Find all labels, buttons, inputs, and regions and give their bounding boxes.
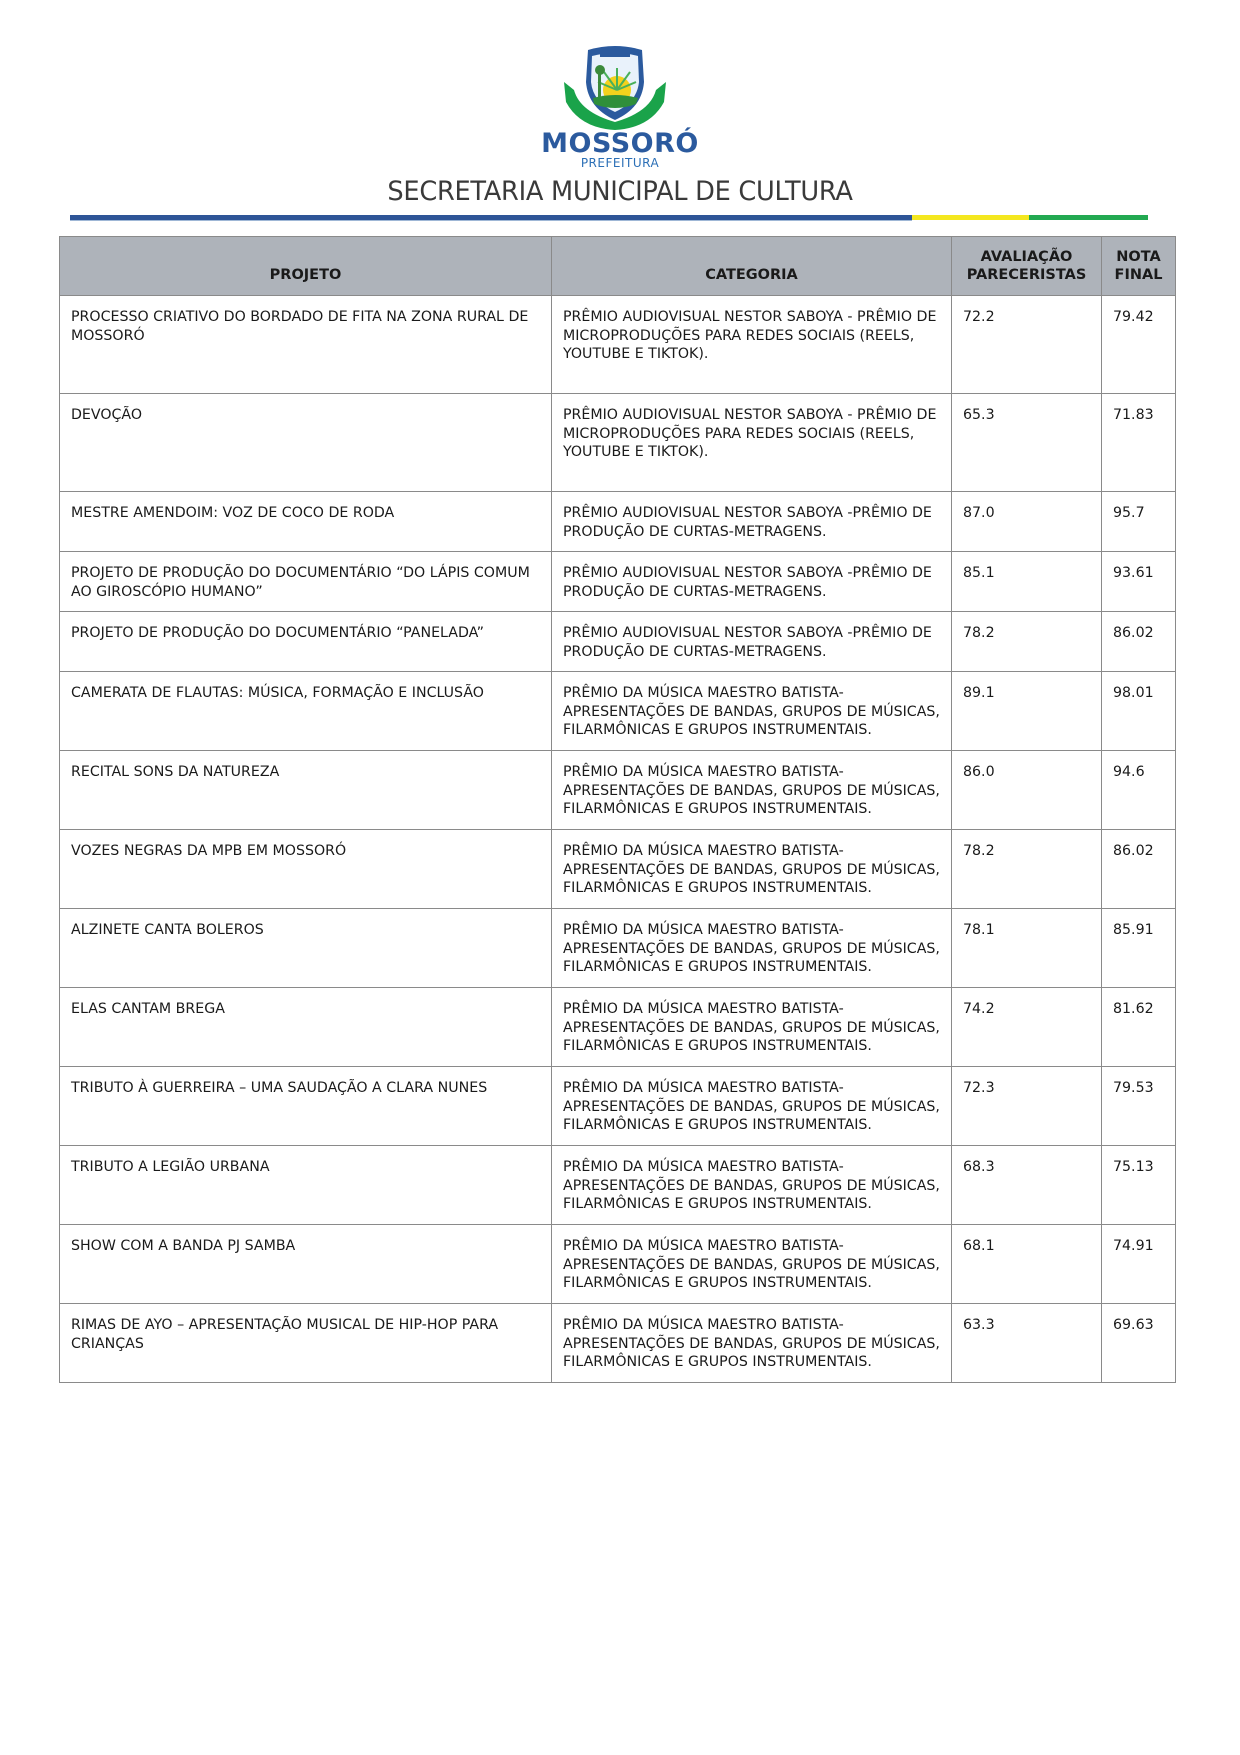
header-rule-green: [1029, 215, 1148, 220]
cell-categoria: PRÊMIO DA MÚSICA MAESTRO BATISTA- APRESENTAÇÕES DE BANDAS, GRUPOS DE MÚSICAS, FILARMÔNICAS E GRUPOS INSTRUMENTAIS.: [552, 909, 952, 988]
cell-avaliacao: 68.3: [952, 1146, 1102, 1225]
cell-projeto: PROJETO DE PRODUÇÃO DO DOCUMENTÁRIO “PANELADA”: [60, 612, 552, 672]
cell-categoria: PRÊMIO DA MÚSICA MAESTRO BATISTA- APRESENTAÇÕES DE BANDAS, GRUPOS DE MÚSICAS, FILARMÔNICAS E GRUPOS INSTRUMENTAIS.: [552, 1067, 952, 1146]
cell-avaliacao: 63.3: [952, 1304, 1102, 1383]
cell-nota-final: 98.01: [1102, 672, 1176, 751]
table-row: [60, 296, 1176, 394]
table-row: [60, 1067, 1176, 1146]
cell-avaliacao: 87.0: [952, 492, 1102, 552]
cell-projeto: ELAS CANTAM BREGA: [60, 988, 552, 1067]
cell-avaliacao: 78.2: [952, 612, 1102, 672]
table-row: [60, 988, 1176, 1067]
table-row: [60, 1225, 1176, 1304]
table-row: [60, 1146, 1176, 1225]
brand-subtitle: PREFEITURA: [580, 156, 660, 170]
cell-projeto: CAMERATA DE FLAUTAS: MÚSICA, FORMAÇÃO E INCLUSÃO: [60, 672, 552, 751]
column-header-avaliacao: AVALIAÇÃO PARECERISTAS: [952, 237, 1102, 296]
cell-nota-final: 81.62: [1102, 988, 1176, 1067]
cell-projeto: ALZINETE CANTA BOLEROS: [60, 909, 552, 988]
cell-avaliacao: 78.2: [952, 830, 1102, 909]
cell-categoria: PRÊMIO DA MÚSICA MAESTRO BATISTA- APRESENTAÇÕES DE BANDAS, GRUPOS DE MÚSICAS, FILARMÔNICAS E GRUPOS INSTRUMENTAIS.: [552, 1304, 952, 1383]
cell-categoria: PRÊMIO AUDIOVISUAL NESTOR SABOYA -PRÊMIO DE PRODUÇÃO DE CURTAS-METRAGENS.: [552, 492, 952, 552]
table-row: [60, 552, 1176, 612]
cell-categoria: PRÊMIO DA MÚSICA MAESTRO BATISTA- APRESENTAÇÕES DE BANDAS, GRUPOS DE MÚSICAS, FILARMÔNICAS E GRUPOS INSTRUMENTAIS.: [552, 672, 952, 751]
cell-projeto: RECITAL SONS DA NATUREZA: [60, 751, 552, 830]
table-row: [60, 394, 1176, 492]
table-header-row: [60, 237, 1176, 296]
cell-nota-final: 79.42: [1102, 296, 1176, 394]
table-row: [60, 612, 1176, 672]
cell-projeto: VOZES NEGRAS DA MPB EM MOSSORÓ: [60, 830, 552, 909]
results-table: [59, 236, 1176, 1383]
cell-avaliacao: 65.3: [952, 394, 1102, 492]
cell-avaliacao: 74.2: [952, 988, 1102, 1067]
cell-avaliacao: 85.1: [952, 552, 1102, 612]
cell-nota-final: 69.63: [1102, 1304, 1176, 1383]
table-row: [60, 751, 1176, 830]
cell-projeto: SHOW COM A BANDA PJ SAMBA: [60, 1225, 552, 1304]
cell-categoria: PRÊMIO DA MÚSICA MAESTRO BATISTA- APRESENTAÇÕES DE BANDAS, GRUPOS DE MÚSICAS, FILARMÔNICAS E GRUPOS INSTRUMENTAIS.: [552, 1225, 952, 1304]
table-row: [60, 830, 1176, 909]
cell-nota-final: 86.02: [1102, 612, 1176, 672]
cell-avaliacao: 86.0: [952, 751, 1102, 830]
cell-categoria: PRÊMIO DA MÚSICA MAESTRO BATISTA- APRESENTAÇÕES DE BANDAS, GRUPOS DE MÚSICAS, FILARMÔNICAS E GRUPOS INSTRUMENTAIS.: [552, 988, 952, 1067]
cell-avaliacao: 78.1: [952, 909, 1102, 988]
cell-projeto: PROCESSO CRIATIVO DO BORDADO DE FITA NA ZONA RURAL DE MOSSORÓ: [60, 296, 552, 394]
header-rule-blue: [70, 215, 912, 221]
table-row: [60, 492, 1176, 552]
cell-projeto: TRIBUTO A LEGIÃO URBANA: [60, 1146, 552, 1225]
cell-projeto: TRIBUTO À GUERREIRA – UMA SAUDAÇÃO A CLARA NUNES: [60, 1067, 552, 1146]
cell-nota-final: 94.6: [1102, 751, 1176, 830]
cell-projeto: MESTRE AMENDOIM: VOZ DE COCO DE RODA: [60, 492, 552, 552]
cell-projeto: PROJETO DE PRODUÇÃO DO DOCUMENTÁRIO “DO LÁPIS COMUM AO GIROSCÓPIO HUMANO”: [60, 552, 552, 612]
table-row: [60, 1304, 1176, 1383]
column-header-categoria: CATEGORIA: [552, 237, 952, 296]
column-header-nota-final: NOTA FINAL: [1102, 237, 1176, 296]
cell-projeto: DEVOÇÃO: [60, 394, 552, 492]
coat-of-arms-icon: [560, 42, 670, 130]
cell-categoria: PRÊMIO AUDIOVISUAL NESTOR SABOYA - PRÊMIO DE MICROPRODUÇÕES PARA REDES SOCIAIS (REELS, YOUTUBE E TIKTOK).: [552, 394, 952, 492]
cell-nota-final: 86.02: [1102, 830, 1176, 909]
cell-avaliacao: 72.2: [952, 296, 1102, 394]
cell-categoria: PRÊMIO AUDIOVISUAL NESTOR SABOYA - PRÊMIO DE MICROPRODUÇÕES PARA REDES SOCIAIS (REELS, YOUTUBE E TIKTOK).: [552, 296, 952, 394]
cell-nota-final: 74.91: [1102, 1225, 1176, 1304]
cell-categoria: PRÊMIO AUDIOVISUAL NESTOR SABOYA -PRÊMIO DE PRODUÇÃO DE CURTAS-METRAGENS.: [552, 552, 952, 612]
cell-categoria: PRÊMIO DA MÚSICA MAESTRO BATISTA- APRESENTAÇÕES DE BANDAS, GRUPOS DE MÚSICAS, FILARMÔNICAS E GRUPOS INSTRUMENTAIS.: [552, 1146, 952, 1225]
cell-categoria: PRÊMIO DA MÚSICA MAESTRO BATISTA- APRESENTAÇÕES DE BANDAS, GRUPOS DE MÚSICAS, FILARMÔNICAS E GRUPOS INSTRUMENTAIS.: [552, 751, 952, 830]
cell-nota-final: 95.7: [1102, 492, 1176, 552]
table-row: [60, 909, 1176, 988]
header-rule-yellow: [912, 215, 1029, 220]
cell-categoria: PRÊMIO AUDIOVISUAL NESTOR SABOYA -PRÊMIO DE PRODUÇÃO DE CURTAS-METRAGENS.: [552, 612, 952, 672]
column-header-projeto: PROJETO: [60, 237, 552, 296]
table-row: [60, 672, 1176, 751]
cell-categoria: PRÊMIO DA MÚSICA MAESTRO BATISTA- APRESENTAÇÕES DE BANDAS, GRUPOS DE MÚSICAS, FILARMÔNICAS E GRUPOS INSTRUMENTAIS.: [552, 830, 952, 909]
cell-nota-final: 93.61: [1102, 552, 1176, 612]
department-title: SECRETARIA MUNICIPAL DE CULTURA: [387, 176, 853, 207]
cell-nota-final: 75.13: [1102, 1146, 1176, 1225]
brand-name: MOSSORÓ: [541, 128, 699, 159]
cell-avaliacao: 68.1: [952, 1225, 1102, 1304]
letterhead: [0, 0, 1240, 230]
cell-nota-final: 79.53: [1102, 1067, 1176, 1146]
cell-avaliacao: 72.3: [952, 1067, 1102, 1146]
cell-avaliacao: 89.1: [952, 672, 1102, 751]
cell-projeto: RIMAS DE AYO – APRESENTAÇÃO MUSICAL DE HIP-HOP PARA CRIANÇAS: [60, 1304, 552, 1383]
cell-nota-final: 85.91: [1102, 909, 1176, 988]
cell-nota-final: 71.83: [1102, 394, 1176, 492]
